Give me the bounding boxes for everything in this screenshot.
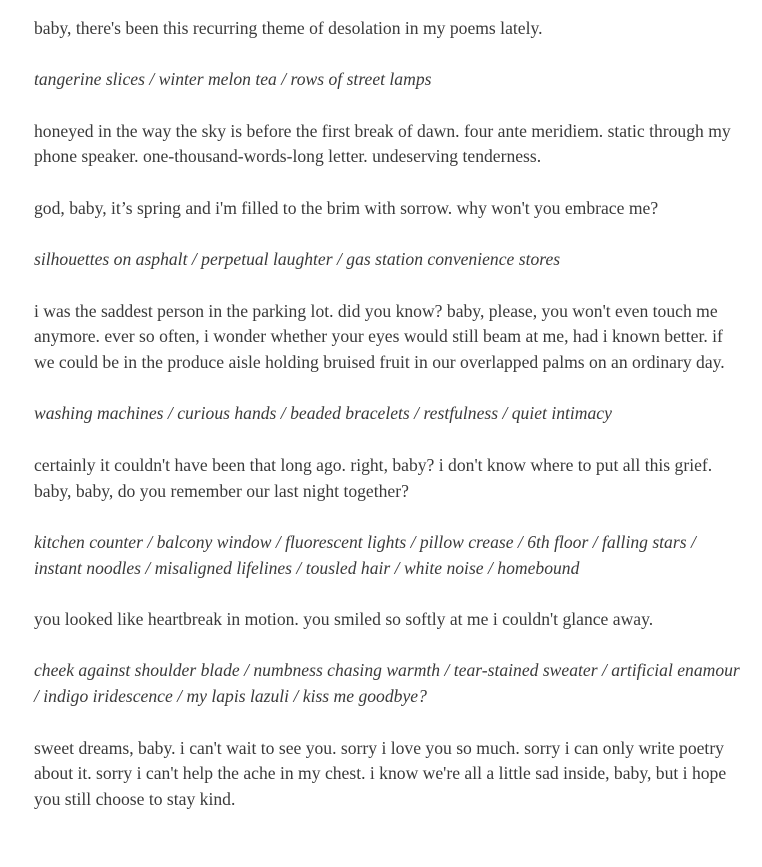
poem-refrain: kitchen counter / balcony window / fluorescent lights / pillow crease / 6th floor / falling stars / instant noodles / misaligned lifelines / tousled hair / white noise / homebound xyxy=(34,531,696,578)
poem-paragraph: honeyed in the way the sky is before the first break of dawn. four ante meridiem. static through my phone speaker. one-thousand-words-long letter. undeserving tenderness. xyxy=(34,120,731,167)
poem-paragraph: you looked like heartbreak in motion. you smiled so softly at me i couldn't glance away. xyxy=(34,609,654,630)
poem-refrain: silhouettes on asphalt / perpetual laughter / gas station convenience stores xyxy=(34,249,561,270)
poem-paragraph: i was the saddest person in the parking lot. did you know? baby, please, you won't even touch me anymore. ever so often, i wonder whether your eyes would still beam at me, had i known better. if we could be in the produce aisle holding bruised fruit in our overlapped palms on an ordinary day. xyxy=(34,300,725,373)
poem-paragraph: sweet dreams, baby. i can't wait to see you. sorry i love you so much. sorry i can only write poetry about it. sorry i can't help the ache in my chest. i know we're all a little sad inside, baby, but i hope you still choose to stay kind. xyxy=(34,737,727,809)
poem-paragraph: certainly it couldn't have been that long ago. right, baby? i don't know where to put all this grief. baby, baby, do you remember our last night together? xyxy=(34,454,713,501)
poem-refrain: cheek against shoulder blade / numbness chasing warmth / tear-stained sweater / artificial enamour / indigo iridescence / my lapis lazuli / kiss me goodbye? xyxy=(34,660,740,707)
poem-paragraph: god, baby, it’s spring and i'm filled to the brim with sorrow. why won't you embrace me? xyxy=(34,197,659,218)
poem-refrain: tangerine slices / winter melon tea / rows of street lamps xyxy=(34,69,432,90)
poem-paragraph: baby, there's been this recurring theme of desolation in my poems lately. xyxy=(34,18,543,38)
poem-refrain: washing machines / curious hands / beaded bracelets / restfulness / quiet intimacy xyxy=(34,403,612,424)
